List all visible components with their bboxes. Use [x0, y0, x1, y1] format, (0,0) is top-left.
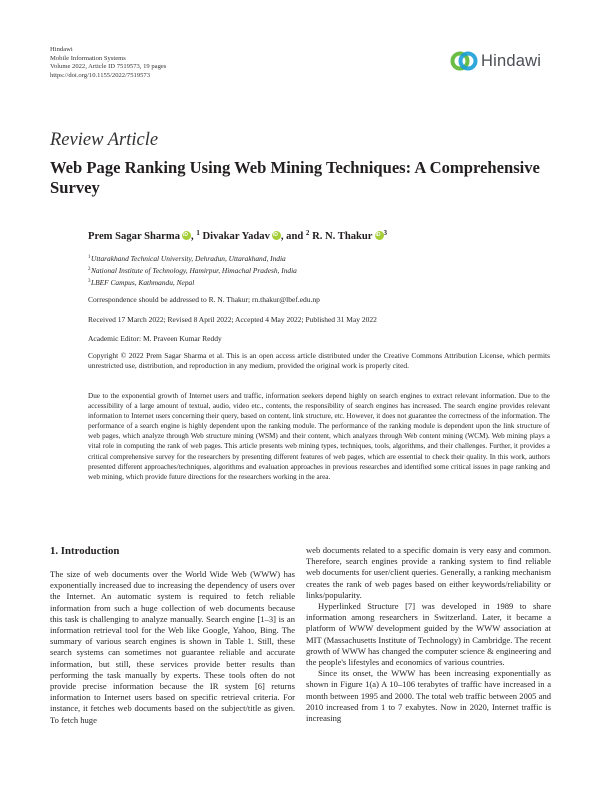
abstract: Due to the exponential growth of Internet users and traffic, information seekers depend highly on search engines to extract relevant information. Due to the accessibility of a large amount of textual, audio, video etc., contents, the responsibility of search engines has increased. The search engine provides relevant information to Internet users concerning their query, based on content, link structure, etc. However, it does not guarantee the correctness of the information. The performance of a search engine is highly dependent upon the ranking module. The performance of the ranking module is dependent upon the link structure of web pages, which analyze through Web structure mining (WSM) and their content, which analyzes through Web content mining (WCM). Web mining plays a vital role in computing the rank of web pages. This article presents web mining types, techniques, tools, algorithms, and their challenges. Further, it provides a critical comprehensive survey for the researchers by presenting different features of web pages, which are essential to check their quality. In this work, authors presented different approaches/techniques, algorithms and evaluation approaches in previous researches and identified some critical issues in page ranking and web mining, which provide future directions for the researchers working in the area.	[88, 392, 550, 481]
journal-volume: Volume 2022, Article ID 7519573, 19 pages	[50, 63, 167, 71]
copyright-notice: Copyright © 2022 Prem Sagar Sharma et al. This is an open access article distributed under the Creative Commons Attribution License, which permits unrestricted use, distribution, and reproduction in any medium, provided the original work is properly cited.	[88, 351, 550, 371]
page-title: Web Page Ranking Using Web Mining Techniques: A Comprehensive Survey	[50, 158, 540, 197]
journal-publisher: Hindawi	[50, 46, 73, 53]
journal-doi[interactable]: https://doi.org/10.1155/2022/7519573	[50, 71, 151, 79]
orcid-icon[interactable]	[375, 231, 384, 240]
affiliations	[88, 252, 297, 288]
section-heading: 1. Introduction	[50, 545, 120, 557]
body-paragraph: The size of web documents over the World Wide Web (WWW) has exponentially increased due to increasing the dependency of users over the Internet. An automatic system is required to fetch reliable information from such a huge collection of web documents because this task is challenging to analyze manually. Search engine [1–3] is an information retrieval tool for the Web like Google, Yahoo, Bing. The summary of various search engines is shown in Table 1. Still, these search systems can sometimes not guarantee reliable and accurate information, but still, these services provide better results than performing the task manually by experts. These tools often do not provide precise information because the IR system [6] returns information to Internet users based on specific retrieval criteria. For instance, it fetches web documents based on the subject/title as given. To fetch huge	[50, 569, 295, 725]
affiliation-mark: 2	[88, 267, 91, 272]
affiliation-mark: 1	[88, 255, 91, 260]
author-separator: , and	[280, 231, 306, 242]
body-paragraph: web documents related to a specific domain is very easy and common. Therefore, search engines provide a ranking system to find reliable web documents for user/client queries. Generally, a ranking mechanism creates the rank of web pages based on either keywords/reliability or links/popularity.	[306, 545, 551, 600]
author-name[interactable]: R. N. Thakur	[312, 231, 373, 242]
author-affil-mark: 2	[305, 229, 310, 237]
body-paragraph: Since its onset, the WWW has been increasing exponentially as shown in Figure 1(a) A 10–106 terabytes of traffic have increased in a month between 1995 and 2000. The total web traffic between 2005 and 2010 increased from 1 to 7 exabytes. Now in 2020, Internet traffic is increasing	[306, 668, 551, 724]
author-affil-mark: 3	[383, 229, 388, 237]
correspondence: Correspondence should be addressed to R. N. Thakur; rn.thakur@lbef.edu.np	[88, 295, 320, 304]
affiliation-item	[88, 264, 297, 276]
orcid-icon[interactable]	[182, 231, 191, 240]
journal-info	[50, 46, 166, 80]
affiliation-item	[88, 276, 297, 288]
affiliation-mark: 3	[88, 279, 91, 284]
article-type: Review Article	[50, 130, 159, 150]
hindawi-logo[interactable]	[450, 50, 541, 72]
journal-name: Mobile Information Systems	[50, 54, 126, 62]
hindawi-logo-icon	[450, 50, 478, 72]
affiliation-text: LBEF Campus, Kathmandu, Nepal	[91, 278, 195, 287]
body-column-right	[306, 545, 551, 724]
orcid-icon[interactable]	[272, 231, 281, 240]
body-paragraph: Hyperlinked Structure [7] was developed in 1989 to share information among researchers in Switzerland. Later, it became a platform of WWW development guided by the WWW association at MIT (Massachusetts Institute of Technology) in Cambridge. The recent growth of WWW has changed the computer science & engineering and the people's lifestyles and economics of various countries.	[306, 601, 551, 668]
academic-editor: Academic Editor: M. Praveen Kumar Reddy	[88, 334, 222, 343]
affiliation-item	[88, 252, 297, 264]
affiliation-text: Uttarakhand Technical University, Dehradun, Uttarakhand, India	[91, 254, 286, 263]
article-dates: Received 17 March 2022; Revised 8 April 2022; Accepted 4 May 2022; Published 31 May 2022	[88, 315, 377, 324]
affiliation-text: National Institute of Technology, Hamirpur, Himachal Pradesh, India	[91, 266, 297, 275]
logo-text: Hindawi	[481, 51, 542, 70]
body-column-left	[50, 545, 295, 726]
author-separator: ,	[191, 231, 197, 242]
author-name[interactable]: Divakar Yadav	[202, 231, 270, 242]
author-name[interactable]: Prem Sagar Sharma	[88, 231, 181, 242]
author-affil-mark: 1	[196, 229, 200, 237]
author-list	[88, 229, 387, 242]
